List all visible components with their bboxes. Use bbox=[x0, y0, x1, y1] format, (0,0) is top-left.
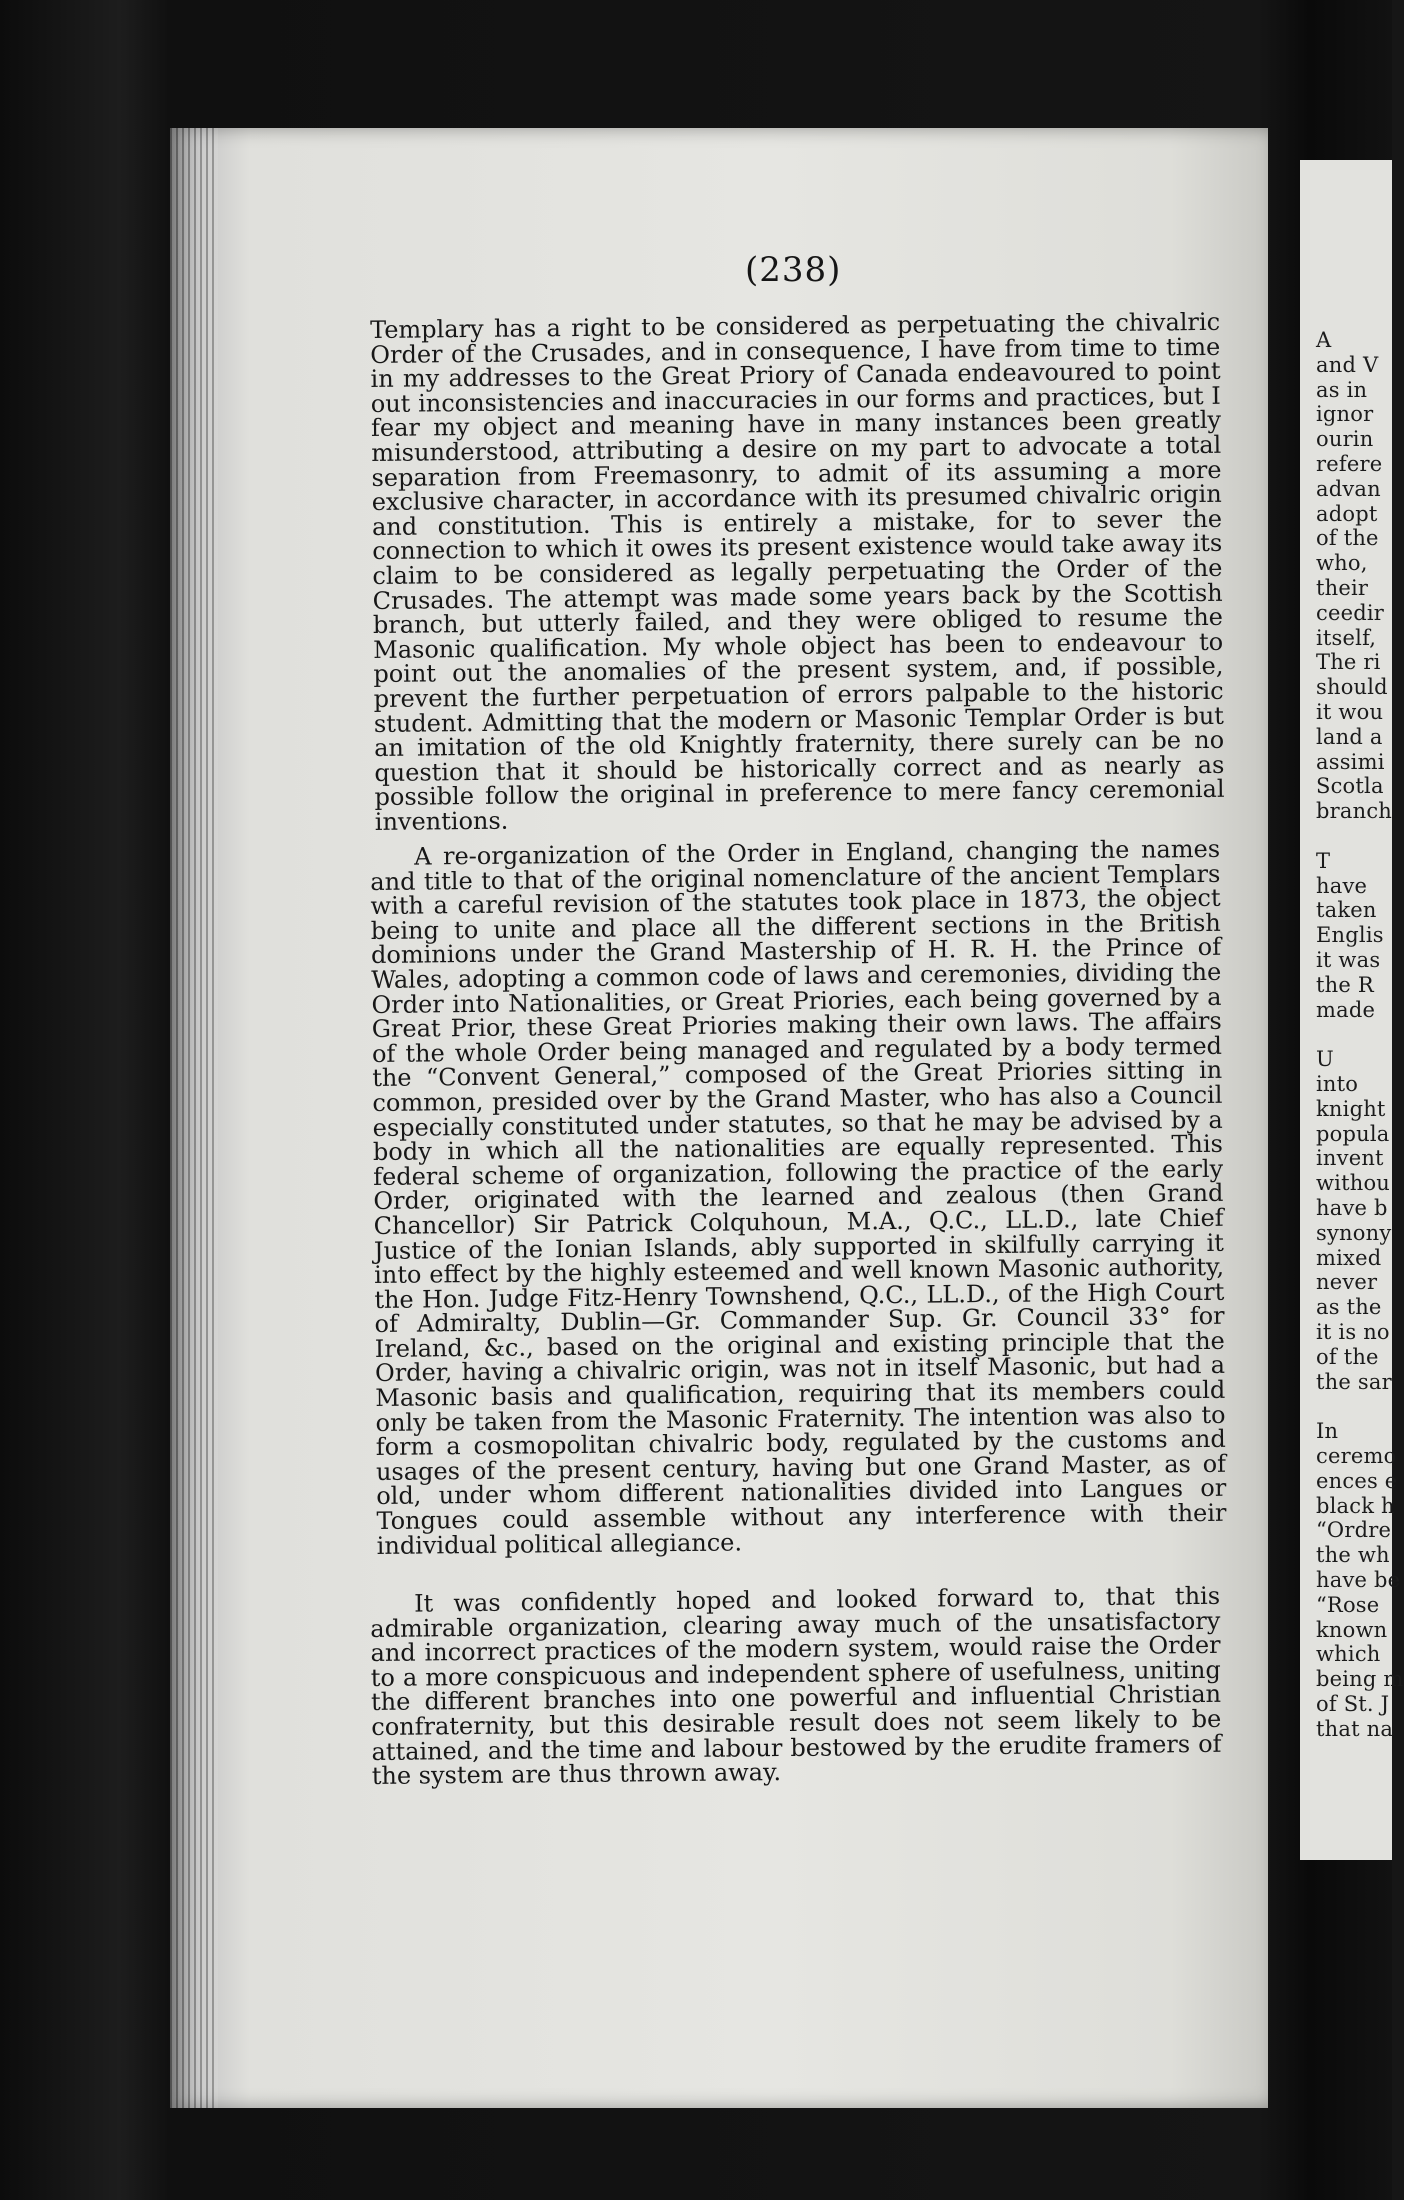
facing-page-line: ceremo bbox=[1316, 1444, 1397, 1468]
facing-page-line: invent bbox=[1316, 1146, 1384, 1171]
facing-page-line: taken bbox=[1316, 898, 1377, 923]
facing-page-line: land a bbox=[1316, 724, 1383, 749]
paragraph-3 bbox=[370, 1581, 1222, 1791]
facing-page-line: as the bbox=[1316, 1295, 1382, 1320]
page-number: (238) bbox=[745, 250, 842, 290]
facing-page-line: ourin bbox=[1316, 427, 1374, 452]
facing-page-line: A bbox=[1316, 328, 1332, 352]
facing-page-line: of the bbox=[1316, 526, 1379, 551]
facing-page-line: that na bbox=[1316, 1716, 1394, 1741]
facing-page-line: “Ordre bbox=[1316, 1518, 1392, 1543]
facing-page-line: it was bbox=[1316, 948, 1381, 972]
facing-page-line: known bbox=[1316, 1617, 1388, 1642]
facing-page-line: their bbox=[1316, 576, 1369, 600]
facing-page-line: never bbox=[1316, 1270, 1378, 1295]
paragraph-text: It was confidently hoped and looked forward to, that this admirable organization, clearing away much of the unsatisfactory and incorrect practices of the modern system, would raise the Order to a more conspicuous and independent sphere of usefulness, uniting the different branches into one powerful and influential Christian confraternity, but this desirable result does not seem likely to be attained, and the time and labour bestowed by the erudite framers of the system are thus thrown away. bbox=[370, 1581, 1222, 1791]
facing-page-line: The ri bbox=[1316, 650, 1381, 675]
facing-page-line: adopt bbox=[1316, 501, 1378, 526]
paragraph-1 bbox=[369, 307, 1225, 836]
facing-page-line: have b bbox=[1316, 1196, 1388, 1220]
facing-page-line: made bbox=[1316, 997, 1376, 1022]
facing-page-line: should bbox=[1316, 675, 1388, 700]
facing-page-line: who, bbox=[1316, 551, 1368, 576]
facing-page-line: ceedir bbox=[1316, 600, 1385, 625]
facing-page-line: synony bbox=[1316, 1220, 1392, 1245]
facing-page-line: being m bbox=[1316, 1667, 1404, 1692]
facing-page-line: Scotla bbox=[1316, 774, 1384, 799]
facing-page-line: it wou bbox=[1316, 700, 1384, 724]
facing-page-line: refere bbox=[1316, 452, 1383, 476]
facing-page-line: as in bbox=[1316, 377, 1368, 402]
facing-page-line: it is no bbox=[1316, 1320, 1390, 1344]
facing-page-line: mixed bbox=[1316, 1245, 1382, 1270]
facing-page bbox=[1300, 160, 1404, 1860]
facing-page-line: itself, bbox=[1316, 625, 1377, 650]
facing-page-line: the sar bbox=[1316, 1369, 1392, 1394]
facing-page-line: assimi bbox=[1316, 749, 1385, 774]
facing-page-line: ences e bbox=[1316, 1468, 1398, 1493]
facing-page-line: and V bbox=[1316, 352, 1379, 377]
paragraph-text: Templary has a right to be considered as perpetuating the chivalric Order of the Crusades, and in consequence, I have from time to time in my addresses to the Great Priory of Canada endeavoured to point out inconsistencies and inaccuracies in our forms and practices, but I fear my object and meaning have in many instances been greatly misunderstood, attributing a desire on my part to advocate a total separation from Freemasonry, to admit of its assuming a more exclusive character, in accordance with its presumed chivalric origin and constitution. This is entirely a mistake, for to sever the connection to which it owes its present existence would take away its claim to be considered as legally perpetuating the Order of the Crusades. The attempt was made some years back by the Scottish branch, but utterly failed, and they were obliged to resume the Masonic qualification. My whole object has been to endeavour to point out the anomalies of the present system, and, if possible, prevent the further perpetuation of errors palpable to the historic student. Admitting that the modern or Masonic Templar Order is but an imitation of the old Knightly fraternity, there surely can be no question that it should be historically correct and as nearly as possible follow the original in preference to mere fancy ceremonial inventions. bbox=[369, 307, 1225, 836]
paragraph-2 bbox=[370, 834, 1227, 1560]
facing-page-line: U bbox=[1316, 1047, 1334, 1072]
facing-page-line: the R bbox=[1316, 972, 1374, 997]
facing-page-line: of St. J bbox=[1316, 1692, 1390, 1716]
facing-page-line: have bbox=[1316, 873, 1368, 898]
facing-page-line: into bbox=[1316, 1072, 1359, 1096]
paragraph-text: A re-organization of the Order in England, changing the names and title to that of the original nomenclature of the ancient Templars with a careful revision of the statutes took place in 1873, the object being to unite and place all the different sections in the British dominions under the Grand Mastership of H. R. H. the Prince of Wales, adopting a common code of laws and ceremonies, dividing the Order into Nationalities, or Great Priories, each being governed by a Great Prior, these Great Priories making their own laws. The affairs of the whole Order being managed and regulated by a body termed the “Convent General,” composed of the Great Priories sitting in common, presided over by the Grand Master, who has also a Council especially constituted under statutes, so that he may be advised by a body in which all the nationalities are equally represented. This federal scheme of organization, following the practice of the early Order, originated with the learned and zealous (then Grand Chancellor) Sir Patrick Colquhoun, M.A., Q.C., LL.D., late Chief Justice of the Ionian Islands, ably supported in skilfully carrying it into effect by the highly esteemed and well known Masonic authority, the Hon. Judge Fitz-Henry Townshend, Q.C., LL.D., of the High Court of Admiralty, Dublin—Gr. Commander Sup. Gr. Council 33° for Ireland, &c., based on the original and existing principle that the Order, having a chivalric origin, was not in itself Masonic, but had a Masonic basis and qualification, requiring that its members could only be taken from the Masonic Fraternity. The intention was also to form a cosmopolitan chivalric body, regulated by the customs and usages of the present century, having but one Grand Master, as of old, under whom different nationalities divided into Langues or Tongues could assemble without any interference with their individual political allegiance. bbox=[370, 834, 1227, 1560]
facing-page-line: which bbox=[1316, 1642, 1381, 1667]
facing-page-line: branch bbox=[1316, 799, 1393, 824]
facing-page-line: of the bbox=[1316, 1344, 1379, 1369]
facing-page-line: popula bbox=[1316, 1121, 1390, 1146]
facing-page-line: T bbox=[1316, 848, 1331, 873]
facing-page-line: advan bbox=[1316, 476, 1381, 501]
facing-page-line: black h bbox=[1316, 1493, 1395, 1518]
facing-page-line: the wh bbox=[1316, 1543, 1390, 1568]
facing-page-line: In bbox=[1316, 1419, 1339, 1444]
facing-page-line: knight bbox=[1316, 1096, 1386, 1121]
facing-page-line: withou bbox=[1316, 1171, 1391, 1196]
facing-page-line: Englis bbox=[1316, 923, 1384, 948]
facing-page-line: ignor bbox=[1316, 402, 1374, 427]
facing-page-line: have be bbox=[1316, 1568, 1401, 1592]
facing-page-line: “Rose bbox=[1316, 1592, 1380, 1617]
page-gutter bbox=[170, 128, 218, 2108]
